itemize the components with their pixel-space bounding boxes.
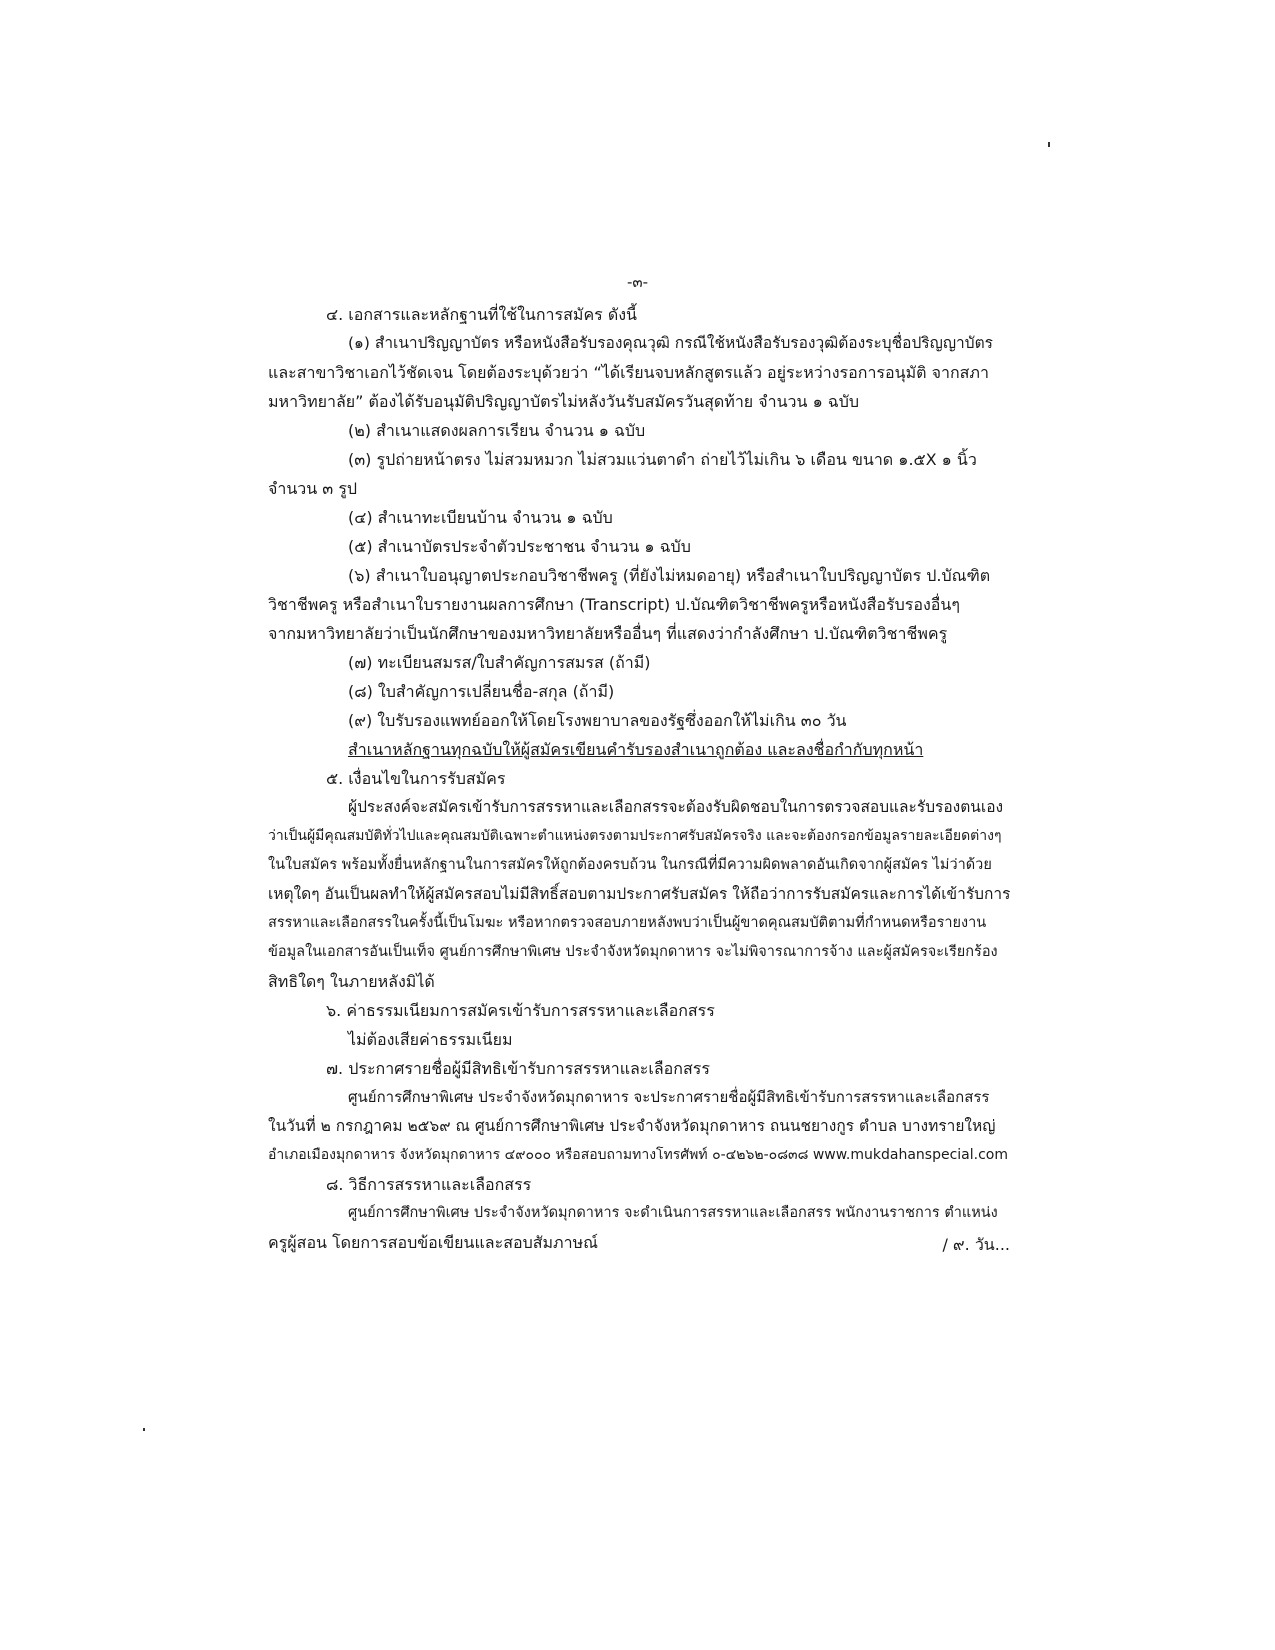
section-5-paragraph-line-5: สรรหาและเลือกสรรในครั้งนี้เป็นโมฆะ หรือหากตรวจสอบภายหลังพบว่าเป็นผู้ขาดคุณสมบัติตามที่กำหนดหรือรายงาน bbox=[268, 915, 987, 931]
section-5-paragraph-line-2: ว่าเป็นผู้มีคุณสมบัติทั่วไปและคุณสมบัติเฉพาะตำแหน่งตรงตามประกาศรับสมัครจริง และจะต้องกรอกข้อมูลรายละเอียดต่างๆ bbox=[268, 828, 1002, 844]
scan-speck-top-right bbox=[1048, 142, 1050, 147]
section-8-paragraph-line-2: ครูผู้สอน โดยการสอบข้อเขียนและสอบสัมภาษณ์ bbox=[268, 1233, 598, 1252]
section-7-heading: ๗. ประกาศรายชื่อผู้มีสิทธิเข้ารับการสรรหาและเลือกสรร bbox=[326, 1059, 710, 1078]
section-4-item-1-line-2: และสาขาวิชาเอกไว้ชัดเจน โดยต้องระบุด้วยว่า “ได้เรียนจบหลักสูตรแล้ว อยู่ระหว่างรอการอนุมัติ จากสภา bbox=[268, 363, 989, 382]
section-4-item-5: (๕) สำเนาบัตรประจำตัวประชาชน จำนวน ๑ ฉบับ bbox=[348, 537, 691, 556]
section-6-paragraph-line-1: ไม่ต้องเสียค่าธรรมเนียม bbox=[348, 1030, 513, 1049]
page-number: -๓- bbox=[626, 273, 649, 291]
section-4-item-9: (๙) ใบรับรองแพทย์ออกให้โดยโรงพยาบาลของรัฐซึ่งออกให้ไม่เกิน ๓๐ วัน bbox=[348, 711, 847, 730]
section-7-paragraph-line-3: อำเภอเมืองมุกดาหาร จังหวัดมุกดาหาร ๔๙๐๐๐ หรือสอบถามทางโทรศัพท์ ๐-๔๒๖๒-๐๘๓๘ www.mukdahanspecial.com bbox=[268, 1147, 1008, 1163]
document-body bbox=[268, 300, 1010, 1257]
section-4-item-1-line-3: มหาวิทยาลัย” ต้องได้รับอนุมัติปริญญาบัตรไม่หลังวันรับสมัครวันสุดท้าย จำนวน ๑ ฉบับ bbox=[268, 392, 860, 411]
section-6-heading: ๖. ค่าธรรมเนียมการสมัครเข้ารับการสรรหาและเลือกสรร bbox=[326, 1001, 715, 1020]
section-4-item-6-line-3: จากมหาวิทยาลัยว่าเป็นนักศึกษาของมหาวิทยาลัยหรืออื่นๆ ที่แสดงว่ากำลังศึกษา ป.บัณฑิตวิชาชีพครู bbox=[268, 624, 948, 643]
section-5-paragraph-line-6: ข้อมูลในเอกสารอันเป็นเท็จ ศูนย์การศึกษาพิเศษ ประจำจังหวัดมุกดาหาร จะไม่พิจารณาการจ้าง และผู้สมัครจะเรียกร้อง bbox=[268, 944, 998, 960]
section-4-item-1-line-1: (๑) สำเนาปริญญาบัตร หรือหนังสือรับรองคุณวุฒิ กรณีใช้หนังสือรับรองวุฒิต้องระบุชื่อปริญญาบัตร bbox=[348, 334, 993, 352]
section-8-paragraph-line-1: ศูนย์การศึกษาพิเศษ ประจำจังหวัดมุกดาหาร จะดำเนินการสรรหาและเลือกสรร พนักงานราชการ ตำแหน่ง bbox=[348, 1205, 998, 1221]
section-7-paragraph-line-1: ศูนย์การศึกษาพิเศษ ประจำจังหวัดมุกดาหาร จะประกาศรายชื่อผู้มีสิทธิเข้ารับการสรรหาและเลือกสรร bbox=[348, 1088, 990, 1106]
section-4-item-4: (๔) สำเนาทะเบียนบ้าน จำนวน ๑ ฉบับ bbox=[348, 508, 613, 527]
section-4-item-6-line-1: (๖) สำเนาใบอนุญาตประกอบวิชาชีพครู (ที่ยังไม่หมดอายุ) หรือสำเนาใบปริญญาบัตร ป.บัณฑิต bbox=[348, 566, 991, 585]
section-5-paragraph-line-3: ในใบสมัคร พร้อมทั้งยื่นหลักฐานในการสมัครให้ถูกต้องครบถ้วน ในกรณีที่มีความผิดพลาดอันเกิดจากผู้สมัคร ไม่ว่าด้วย bbox=[268, 857, 992, 873]
section-4-note bbox=[268, 735, 1010, 764]
section-4-item-3-line-2: จำนวน ๓ รูป bbox=[268, 479, 358, 498]
section-4-item-8: (๘) ใบสำคัญการเปลี่ยนชื่อ-สกุล (ถ้ามี) bbox=[348, 682, 615, 701]
scan-speck-bottom-left bbox=[143, 1428, 145, 1431]
section-8-heading: ๘. วิธีการสรรหาและเลือกสรร bbox=[326, 1175, 532, 1194]
section-4-item-3-line-1: (๓) รูปถ่ายหน้าตรง ไม่สวมหมวก ไม่สวมแว่นตาดำ ถ่ายไว้ไม่เกิน ๖ เดือน ขนาด ๑.๕X ๑ นิ้ว bbox=[348, 450, 977, 469]
section-4-item-2: (๒) สำเนาแสดงผลการเรียน จำนวน ๑ ฉบับ bbox=[348, 421, 646, 440]
section-5-paragraph-line-1: ผู้ประสงค์จะสมัครเข้ารับการสรรหาและเลือกสรรจะต้องรับผิดชอบในการตรวจสอบและรับรองตนเอง bbox=[348, 798, 1004, 816]
section-5-heading: ๕. เงื่อนไขในการรับสมัคร bbox=[326, 769, 506, 788]
continuation-marker: / ๙. วัน... bbox=[942, 1235, 1010, 1254]
section-7-paragraph-line-2: ในวันที่ ๒ กรกฎาคม ๒๕๖๙ ณ ศูนย์การศึกษาพิเศษ ประจำจังหวัดมุกดาหาร ถนนชยางกูร ตำบล บางทรายใหญ่ bbox=[268, 1117, 996, 1135]
section-4-item-7: (๗) ทะเบียนสมรส/ใบสำคัญการสมรส (ถ้ามี) bbox=[348, 653, 651, 672]
section-4-heading: ๔. เอกสารและหลักฐานที่ใช้ในการสมัคร ดังนี้ bbox=[326, 305, 637, 324]
section-4-note-text: สำเนาหลักฐานทุกฉบับให้ผู้สมัครเขียนคำรับรองสำเนาถูกต้อง และลงชื่อกำกับทุกหน้า bbox=[348, 740, 924, 759]
section-4-item-6-line-2: วิชาชีพครู หรือสำเนาใบรายงานผลการศึกษา (Transcript) ป.บัณฑิตวิชาชีพครูหรือหนังสือรับรองอื่นๆ bbox=[268, 595, 960, 614]
section-5-paragraph-line-4: เหตุใดๆ อันเป็นผลทำให้ผู้สมัครสอบไม่มีสิทธิ์สอบตามประกาศรับสมัคร ให้ถือว่าการรับสมัครและการได้เข้ารับการ bbox=[268, 885, 1010, 903]
section-5-paragraph-line-7: สิทธิใดๆ ในภายหลังมิได้ bbox=[268, 972, 435, 991]
